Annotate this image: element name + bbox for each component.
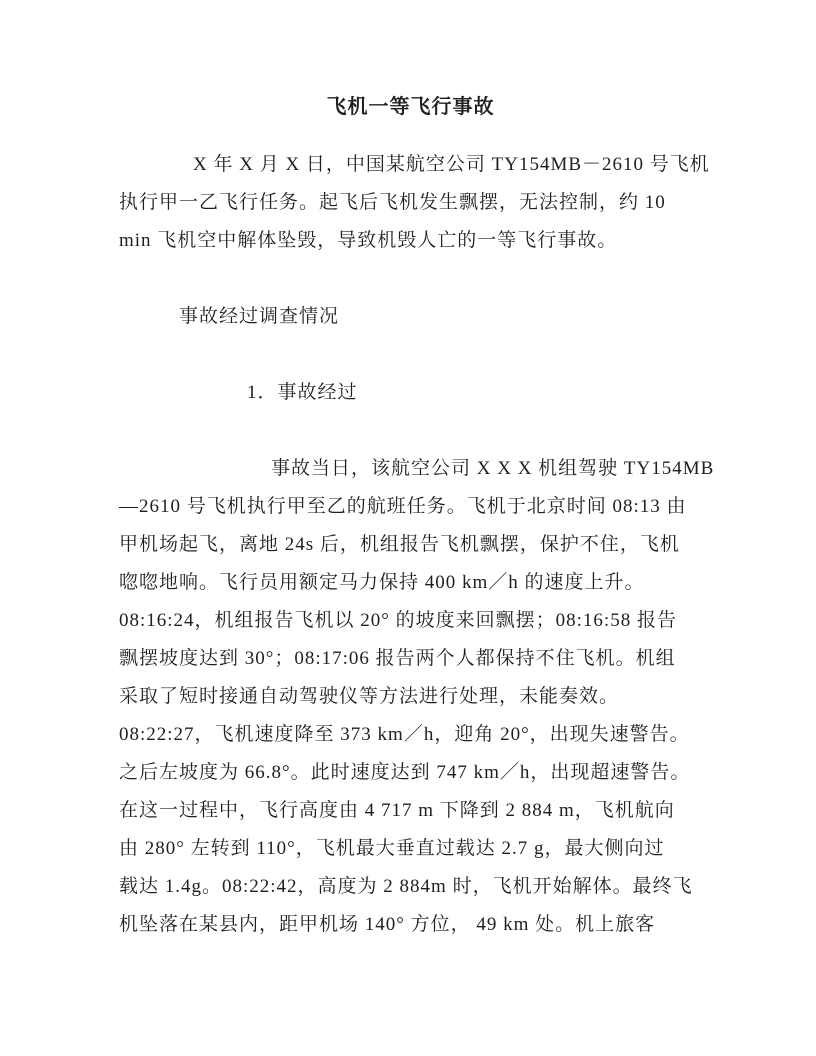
blank-line bbox=[119, 412, 716, 450]
text-line: 执行甲一乙飞行任务。起飞后飞机发生飘摆，无法控制，约 10 bbox=[119, 192, 666, 213]
text-line: 唿唿地响。飞行员用额定马力保持 400 km／h 的速度上升。 bbox=[119, 572, 645, 593]
blank-line bbox=[119, 336, 716, 374]
text-line: 事故当日，该航空公司 X X X 机组驾驶 TY154MB bbox=[271, 458, 715, 479]
text-line: 1．事故经过 bbox=[247, 382, 358, 403]
text-line: —2610 号飞机执行甲至乙的航班任务。飞机于北京时间 08:13 由 bbox=[119, 496, 687, 517]
text-line: 机坠落在某县内，距甲机场 140° 方位， 49 km 处。机上旅客 bbox=[119, 914, 656, 935]
text-line: X 年 X 月 X 日，中国某航空公司 TY154MB－2610 号飞机 bbox=[193, 154, 710, 175]
text-line: 载达 1.4g。08:22:42，高度为 2 884m 时，飞机开始解体。最终飞 bbox=[119, 876, 693, 897]
text-line: 采取了短时接通自动驾驶仪等方法进行处理，未能奏效。 bbox=[119, 686, 620, 707]
text-line: 由 280° 左转到 110°，飞机最大垂直过载达 2.7 g，最大侧向过 bbox=[119, 838, 665, 859]
document-lines bbox=[119, 146, 716, 944]
text-line: 在这一过程中，飞行高度由 4 717 m 下降到 2 884 m，飞机航向 bbox=[119, 800, 675, 821]
text-line: 08:22:27，飞机速度降至 373 km／h，迎角 20°，出现失速警告。 bbox=[119, 724, 690, 745]
text-line: min 飞机空中解体坠毁，导致机毁人亡的一等飞行事故。 bbox=[119, 230, 618, 251]
text-line: 08:16:24，机组报告飞机以 20° 的坡度来回飘摆；08:16:58 报告 bbox=[119, 610, 677, 631]
blank-line bbox=[119, 260, 716, 298]
text-line: 事故经过调查情况 bbox=[179, 306, 340, 327]
text-line: 甲机场起飞，离地 24s 后，机组报告飞机飘摆，保护不住，飞机 bbox=[119, 534, 680, 555]
text-line: 飘摆坡度达到 30°；08:17:06 报告两个人都保持不住飞机。机组 bbox=[119, 648, 676, 669]
document-title: 飞机一等飞行事故 bbox=[326, 96, 495, 118]
title-spacer bbox=[119, 126, 716, 146]
text-line: 之后左坡度为 66.8°。此时速度达到 747 km／h，出现超速警告。 bbox=[119, 762, 691, 783]
